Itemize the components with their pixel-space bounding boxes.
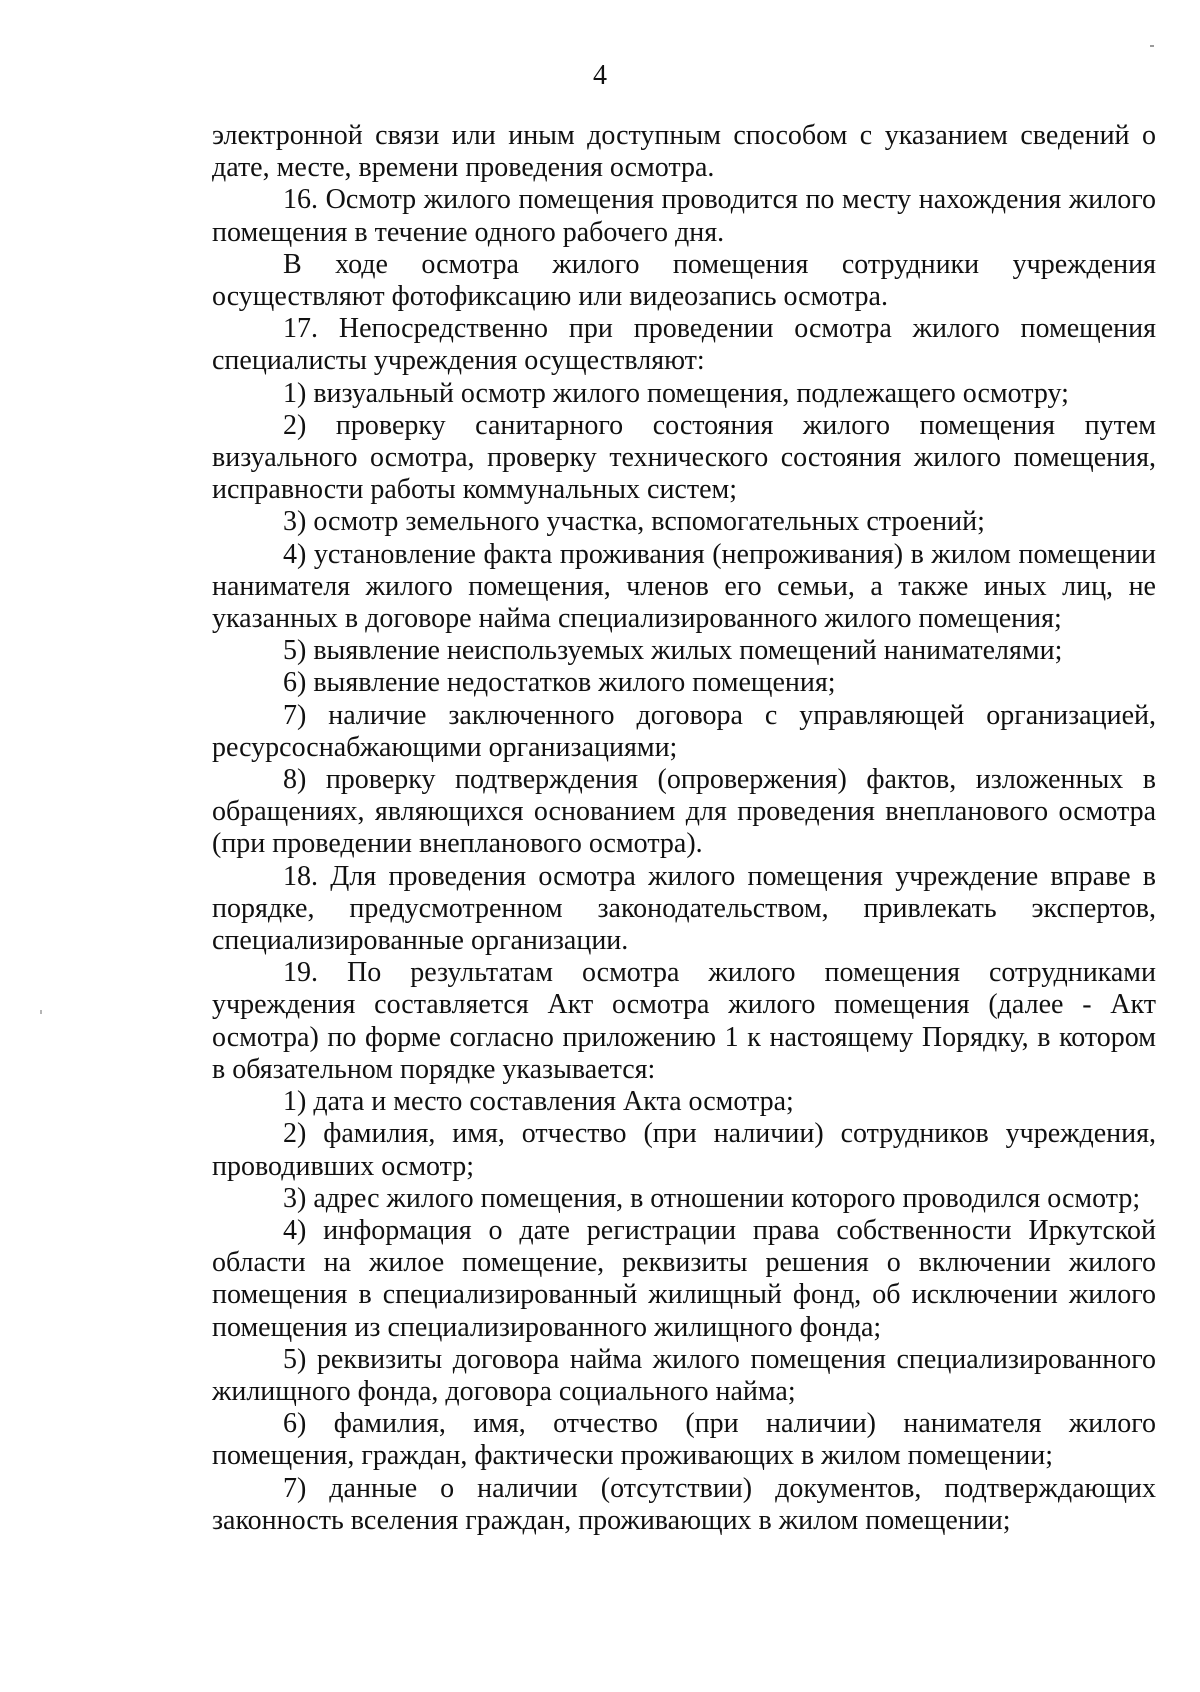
list-item: 4) установление факта проживания (непроживания) в жилом помещении нанимателя жилого помещения, членов его семьи, а также иных лиц, не указанных в договоре найма специализированного жилого помещения; (212, 538, 1156, 635)
list-item: 1) дата и место составления Акта осмотра; (283, 1086, 794, 1118)
paragraph: В ходе осмотра жилого помещения сотрудники учреждения осуществляют фотофиксацию или видеозапись осмотра. (212, 248, 1156, 313)
document-body (212, 120, 1156, 1537)
list-item: 6) фамилия, имя, отчество (при наличии) нанимателя жилого помещения, граждан, фактически проживающих в жилом помещении; (212, 1408, 1156, 1472)
paragraph: электронной связи или иным доступным способом с указанием сведений о дате, месте, времени проведения осмотра. (212, 120, 1156, 184)
list-item: 5) выявление неиспользуемых жилых помещений нанимателями; (283, 635, 1063, 667)
list-item: 2) проверку санитарного состояния жилого помещения путем визуального осмотра, проверку технического состояния жилого помещения, исправности работы коммунальных систем; (212, 409, 1156, 506)
page-number: 4 (593, 60, 607, 91)
paragraph: 17. Непосредственно при проведении осмотра жилого помещения специалисты учреждения осуществляют: (212, 313, 1156, 377)
paragraph: 19. По результатам осмотра жилого помещения сотрудниками учреждения составляется Акт осмотра жилого помещения (далее - Акт осмотра) по форме согласно приложению 1 к настоящему Порядку, в котором в обязательном порядке указывается: (212, 957, 1156, 1085)
paragraph: 18. Для проведения осмотра жилого помещения учреждение вправе в порядке, предусмотренном законодательством, привлекать экспертов, специализированные организации. (212, 860, 1156, 957)
list-item: 1) визуальный осмотр жилого помещения, подлежащего осмотру; (283, 377, 1069, 409)
list-item: 6) выявление недостатков жилого помещения; (283, 667, 836, 699)
scan-speck (1150, 45, 1154, 47)
scan-speck (40, 1010, 42, 1014)
list-item: 5) реквизиты договора найма жилого помещения специализированного жилищного фонда, договора социального найма; (212, 1343, 1156, 1407)
list-item: 3) осмотр земельного участка, вспомогательных строений; (283, 506, 985, 538)
list-item: 4) информация о дате регистрации права собственности Иркутской области на жилое помещение, реквизиты решения о включении жилого помещения в специализированный жилищный фонд, об исключении жилого помещения из специализированного жилищного фонда; (212, 1214, 1156, 1343)
list-item: 8) проверку подтверждения (опровержения) фактов, изложенных в обращениях, являющихся основанием для проведения внепланового осмотра (при проведении внепланового осмотра). (212, 764, 1156, 860)
list-item: 2) фамилия, имя, отчество (при наличии) сотрудников учреждения, проводивших осмотр; (212, 1118, 1156, 1182)
list-item: 7) наличие заключенного договора с управляющей организацией, ресурсоснабжающими организациями; (212, 699, 1156, 763)
paragraph: 16. Осмотр жилого помещения проводится по месту нахождения жилого помещения в течение одного рабочего дня. (212, 184, 1156, 248)
list-item: 3) адрес жилого помещения, в отношении которого проводился осмотр; (283, 1182, 1141, 1214)
list-item: 7) данные о наличии (отсутствии) документов, подтверждающих законность вселения граждан, проживающих в жилом помещении; (212, 1472, 1156, 1536)
